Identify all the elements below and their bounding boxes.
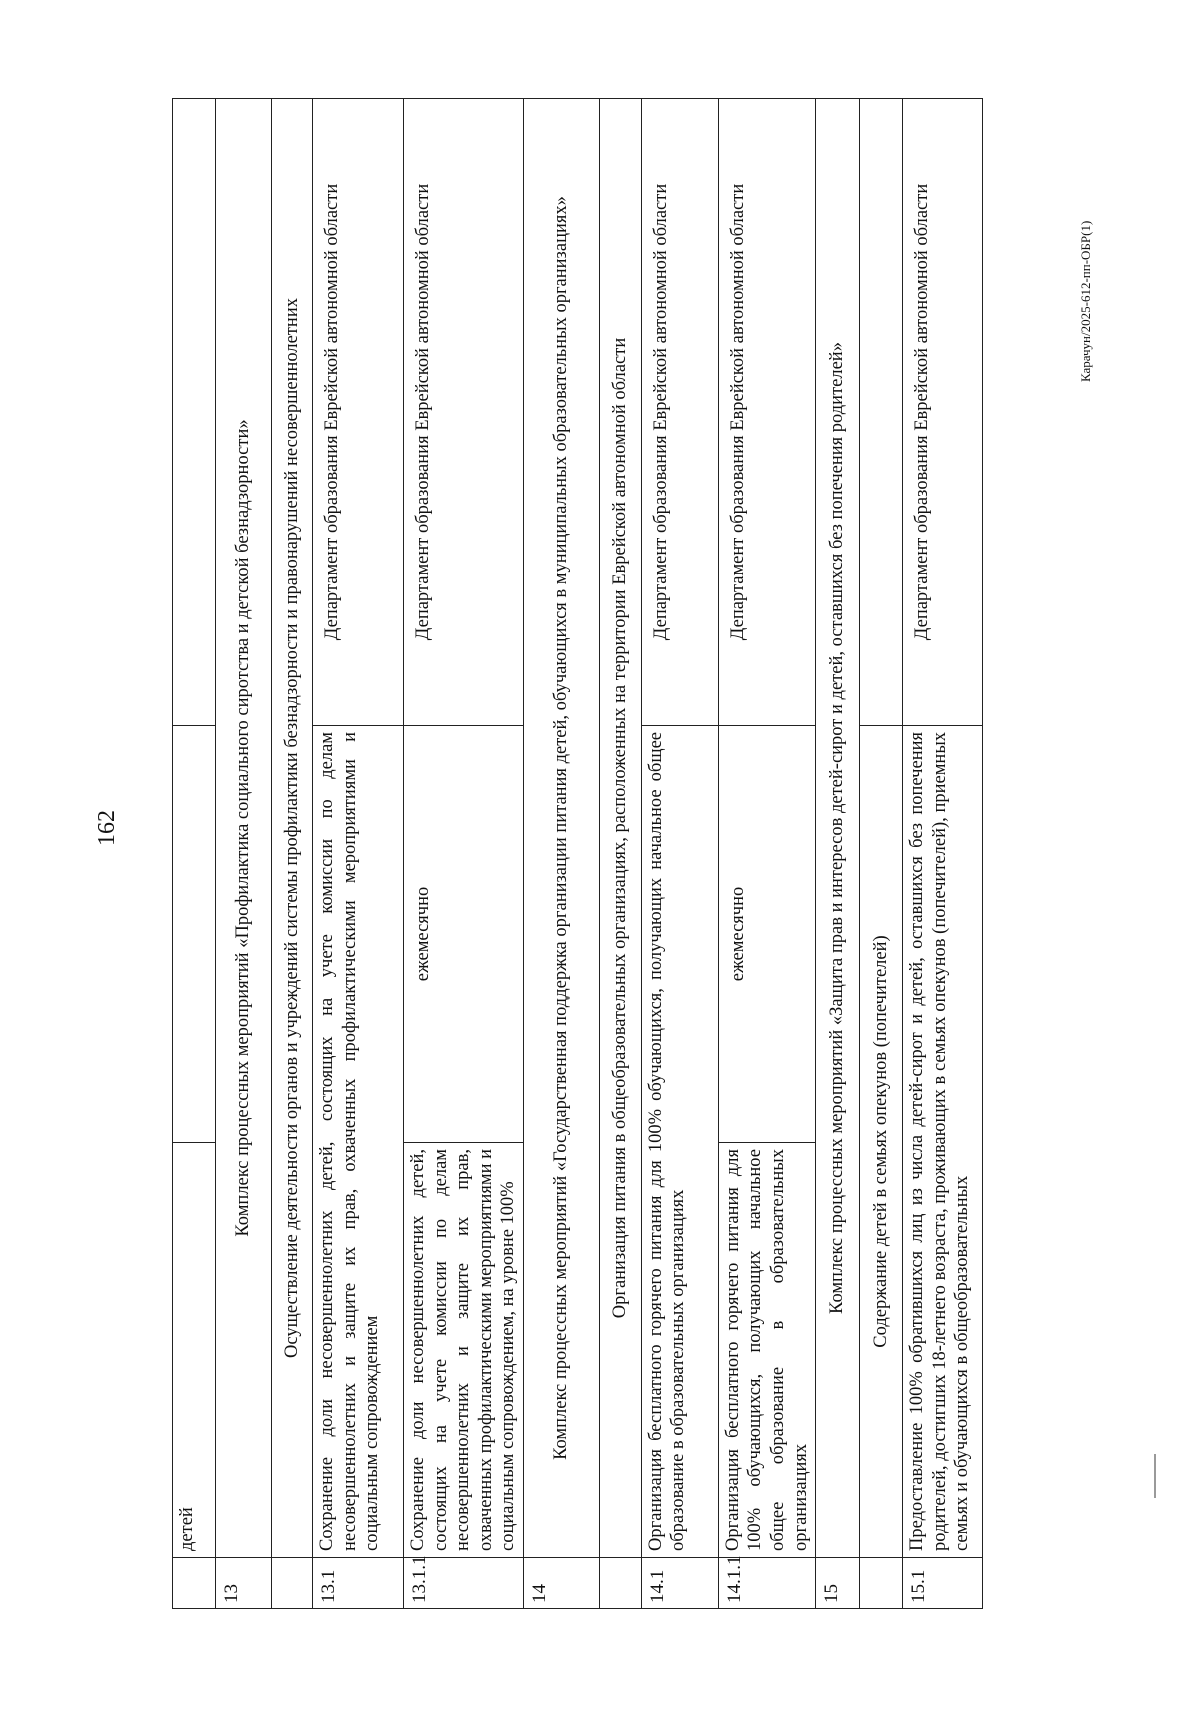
table-row: [860, 99, 903, 1609]
row-number: 13: [216, 1558, 272, 1609]
row-text: Организация бесплатного горячего питания для 100% обучающихся, получающих начальное общее образование в образовательных организациях: [641, 726, 718, 1558]
row-responsible: Департамент образования Еврейской автономной области: [641, 99, 718, 726]
row-frequency: [173, 726, 216, 1143]
table-row: [313, 99, 404, 1609]
row-frequency: ежемесячно: [404, 726, 524, 1143]
subsection-heading: Организация питания в общеобразовательных организациях, расположенных на территории Еврейской автономной области: [599, 99, 641, 1558]
document-code: Карачун/2025-612-пп-ОБР(1): [1078, 220, 1093, 382]
table-row: [816, 99, 860, 1609]
row-text: Предоставление 100% обратившихся лиц из числа детей-сирот и детей, оставшихся без попечения родителей, достигших 18-летнего возраста, проживающих в семьях опекунов (попечителей), приемных семьях и обучающихся в общеобразовательных: [903, 726, 983, 1558]
scan-artifact-line: [1154, 1454, 1156, 1498]
row-text: Сохранение доли несовершеннолетних детей, состоящих на учете комиссии по делам несовершеннолетних и защите их прав, охваченных профилактическими мероприятиями и социальным сопровождением: [313, 726, 404, 1558]
row-number: 13.1: [313, 1558, 404, 1609]
measures-table: [172, 98, 983, 1609]
row-text: детей: [173, 1143, 216, 1558]
section-heading: Комплекс процессных мероприятий «Государственная поддержка организации питания детей, обучающихся в муниципальных образовательных организациях»: [523, 99, 599, 1558]
rotated-table-container: [172, 99, 1087, 1609]
row-text: Организация бесплатного горячего питания для 100% обучающихся, получающих начальное общее образование в образовательных организациях: [718, 1143, 815, 1558]
table-row: [173, 99, 216, 1609]
table-row: [216, 99, 272, 1609]
table-row: [641, 99, 718, 1609]
row-responsible: [173, 99, 216, 726]
section-heading: Комплекс процессных мероприятий «Профилактика социального сиротства и детской безнадзорности»: [216, 99, 272, 1558]
row-frequency: ежемесячно: [718, 726, 815, 1143]
row-number: [599, 1558, 641, 1609]
row-number: 15.1: [903, 1558, 983, 1609]
row-number: [272, 1558, 313, 1609]
row-responsible: Департамент образования Еврейской автономной области: [404, 99, 524, 726]
row-responsible: Департамент образования Еврейской автономной области: [903, 99, 983, 726]
row-text: Сохранение доли несовершеннолетних детей, состоящих на учете комиссии по делам несовершеннолетних и защите их прав, охваченных профилактическими мероприятиями и социальным сопровождением, на уровне 100%: [404, 1143, 524, 1558]
row-number: 15: [816, 1558, 860, 1609]
row-number: 14.1: [641, 1558, 718, 1609]
subsection-heading: Осуществление деятельности органов и учреждений системы профилактики безнадзорности и правонарушений несовершеннолетних: [272, 99, 313, 1558]
table-row: [404, 99, 524, 1609]
table-row: [718, 99, 815, 1609]
table-row: [599, 99, 641, 1609]
row-number: 14.1.1: [718, 1558, 815, 1609]
subsection-heading: Содержание детей в семьях опекунов (попечителей): [860, 726, 903, 1558]
row-responsible: Департамент образования Еврейской автономной области: [718, 99, 815, 726]
table-row: [903, 99, 983, 1609]
row-responsible: Департамент образования Еврейской автономной области: [313, 99, 404, 726]
row-number: 14: [523, 1558, 599, 1609]
page-number: 162: [94, 810, 120, 846]
table-row: [272, 99, 313, 1609]
row-number: 13.1.1: [404, 1558, 524, 1609]
section-heading: Комплекс процессных мероприятий «Защита прав и интересов детей-сирот и детей, оставшихся без попечения родителей»: [816, 99, 860, 1558]
row-number: [173, 1558, 216, 1609]
row-responsible: [860, 99, 903, 726]
table-row: [523, 99, 599, 1609]
row-number: [860, 1558, 903, 1609]
